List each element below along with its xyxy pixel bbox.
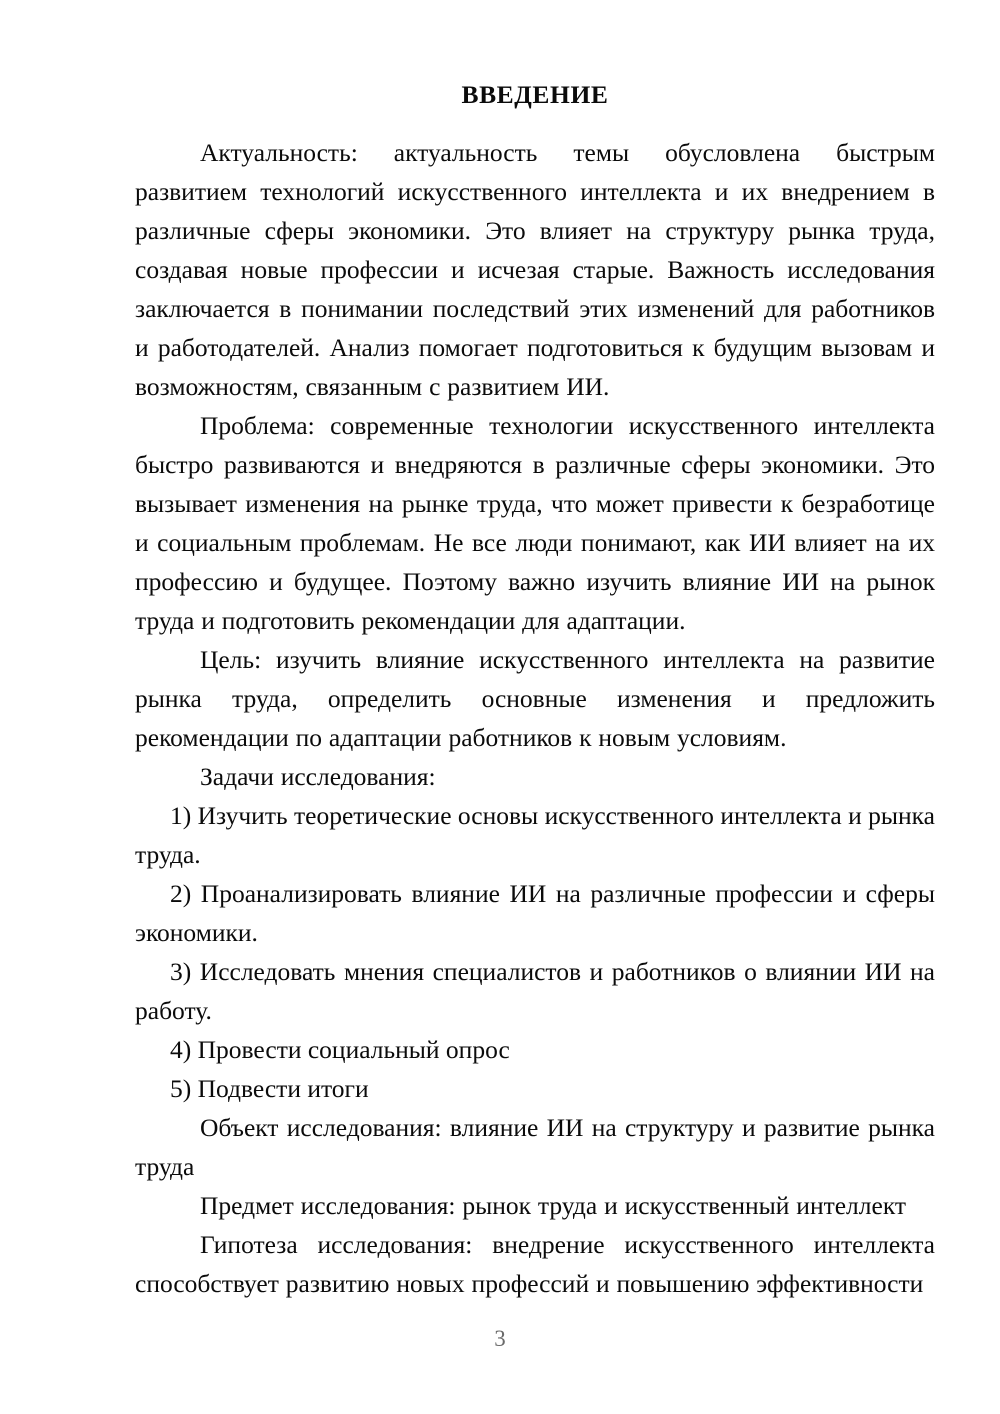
list-item: 5) Подвести итоги <box>170 1073 369 1103</box>
list-item: 4) Провести социальный опрос <box>170 1034 510 1064</box>
paragraph-goal: Цель: изучить влияние искусственного интеллекта на развитие рынка труда, определить основные изменения и предложить рекомендации по адаптации работников к новым условиям. <box>135 644 935 752</box>
paragraph-subject: Предмет исследования: рынок труда и искусственный интеллект <box>200 1190 907 1220</box>
paragraph-problem: Проблема: современные технологии искусственного интеллекта быстро развиваются и внедряются в различные сферы экономики. Это вызывает изменения на рынке труда, что может привести к безработице и социальным проблемам. Не все люди понимают, как ИИ влияет на их профессию и будущее. Поэтому важно изучить влияние ИИ на рынок труда и подготовить рекомендации для адаптации. <box>135 410 935 635</box>
paragraph-hypothesis: Гипотеза исследования: внедрение искусственного интеллекта способствует развитию новых профессий и повышению эффективности <box>135 1229 935 1298</box>
paragraph-relevance: Актуальность: актуальность темы обусловлена быстрым развитием технологий искусственного интеллекта и их внедрением в различные сферы экономики. Это влияет на структуру рынка труда, создавая новые профессии и исчезая старые. Важность исследования заключается в понимании последствий этих изменений для работников и работодателей. Анализ помогает подготовиться к будущим вызовам и возможностям, связанным с развитием ИИ. <box>135 137 935 401</box>
paragraph-object: Объект исследования: влияние ИИ на структуру и развитие рынка труда <box>135 1112 935 1181</box>
page-number: 3 <box>494 1326 506 1351</box>
page-title: ВВЕДЕНИЕ <box>461 80 609 109</box>
tasks-heading: Задачи исследования: <box>200 761 436 791</box>
document-body <box>135 80 935 1303</box>
list-item: 2) Проанализировать влияние ИИ на различные профессии и сферы экономики. <box>135 878 935 947</box>
list-item: 1) Изучить теоретические основы искусственного интеллекта и рынка труда. <box>135 800 935 869</box>
list-item: 3) Исследовать мнения специалистов и работников о влиянии ИИ на работу. <box>135 956 935 1025</box>
